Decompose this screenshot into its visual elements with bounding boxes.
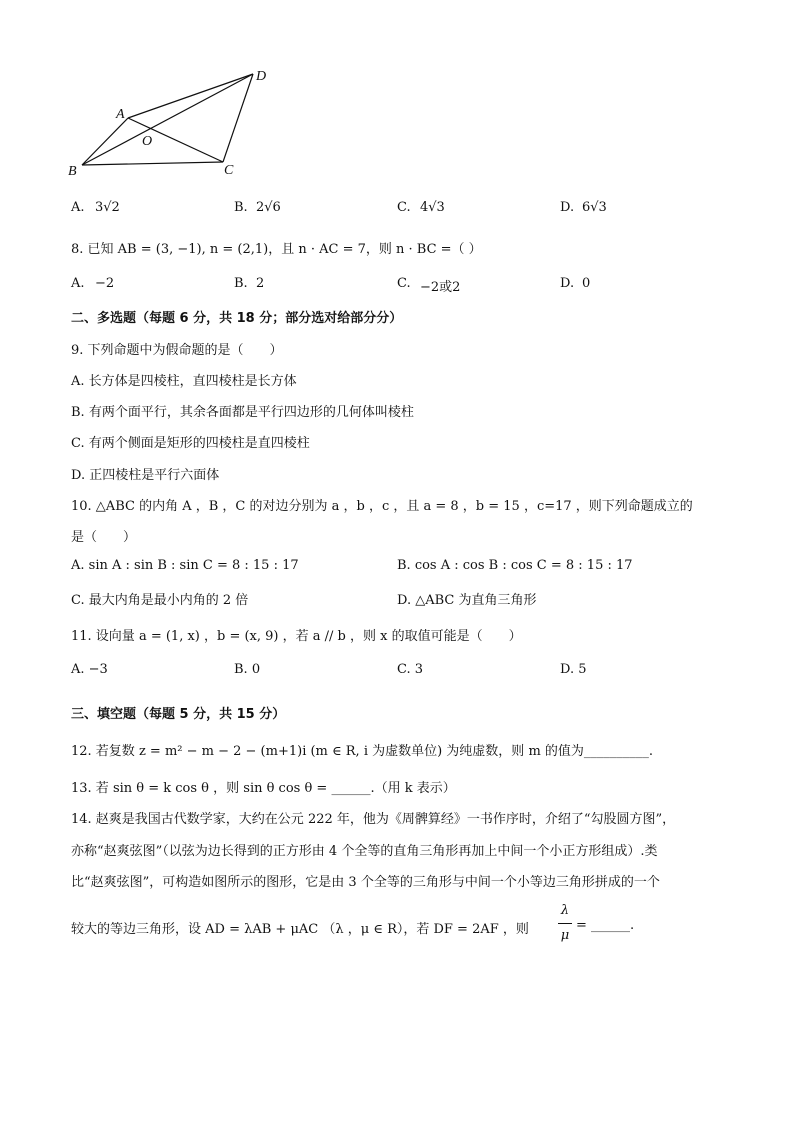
label-C: C	[224, 163, 234, 178]
q14-line2: 亦称“赵爽弦图”（以弦为边长得到的正方形由 4 个全等的直角三角形再加上中间一个小正方形组成）.类	[71, 844, 658, 859]
q11-stem: 11. 设向量 a = (1, x) ，b = (x, 9) ，若 a // b ，则 x 的取值可能是（ ）	[71, 629, 522, 644]
option-C-text: −2或2	[420, 280, 461, 295]
edge-BA	[82, 118, 128, 165]
label-A: A	[116, 107, 125, 122]
option-A-key: A.	[71, 200, 85, 215]
geometry-figure	[60, 62, 290, 182]
q13-stem: 13. 若 sin θ = k cos θ ，则 sin θ cos θ = ______.（用 k 表示）	[71, 781, 456, 796]
q14-line4-pre: 较大的等边三角形，设 AD = λAB + μAC （λ ，μ ∈ R），若 DF = 2AF ，则	[71, 922, 529, 937]
option-D-key: D.	[560, 276, 575, 291]
option-C-key: C.	[397, 200, 411, 215]
option-B-key: B.	[234, 200, 248, 215]
section-title-fill-in: 三、填空题（每题 5 分，共 15 分）	[71, 707, 286, 722]
q9-option-D: D. 正四棱柱是平行六面体	[71, 468, 220, 483]
q14-fraction-numerator: λ	[560, 903, 570, 918]
option-A-key: A.	[71, 276, 85, 291]
q11-option-D: D. 5	[560, 662, 587, 677]
q9-option-A: A. 长方体是四棱柱，直四棱柱是长方体	[71, 374, 297, 389]
q10-stem-line2: 是（ ）	[71, 530, 137, 545]
label-B: B	[68, 164, 77, 179]
q10-option-A: A. sin A : sin B : sin C = 8 : 15 : 17	[71, 558, 299, 573]
option-D-text: 0	[582, 276, 591, 291]
label-D: D	[256, 69, 267, 84]
q10-option-C: C. 最大内角是最小内角的 2 倍	[71, 593, 249, 608]
q10-option-D: D. △ABC 为直角三角形	[397, 593, 537, 608]
diagonal-BD	[82, 74, 253, 165]
q11-option-C: C. 3	[397, 662, 424, 677]
option-D-text: 6√3	[582, 200, 607, 215]
quadrilateral-diagram	[60, 62, 290, 182]
q9-option-B: B. 有两个面平行，其余各面都是平行四边形的几何体叫棱柱	[71, 405, 414, 420]
q9-option-C: C. 有两个侧面是矩形的四棱柱是直四棱柱	[71, 436, 310, 451]
q9-stem: 9. 下列命题中为假命题的是（ ）	[71, 343, 283, 358]
option-D-key: D.	[560, 200, 575, 215]
q14-line3: 比“赵爽弦图”，可构造如图所示的图形，它是由 3 个全等的三角形与中间一个小等边三角形拼成的一个	[71, 875, 660, 890]
label-O: O	[142, 134, 153, 149]
option-B-text: 2	[256, 276, 265, 291]
q14-line1: 14. 赵爽是我国古代数学家，大约在公元 222 年，他为《周髀算经》一书作序时，介绍了“勾股圆方图”，	[71, 812, 676, 827]
q11-option-B: B. 0	[234, 662, 261, 677]
q14-line4-post: = ______.	[576, 918, 635, 933]
option-C-text: 4√3	[420, 200, 445, 215]
q11-option-A: A. −3	[71, 662, 108, 677]
q8-stem: 8. 已知 AB = (3, −1), n = (2,1)，且 n · AC = 7，则 n · BC =（ ）	[71, 242, 482, 257]
section-title-multiple-choice: 二、多选题（每题 6 分，共 18 分；部分选对给部分分）	[71, 311, 403, 326]
option-C-key: C.	[397, 276, 411, 291]
option-B-text: 2√6	[256, 200, 281, 215]
q12-stem: 12. 若复数 z = m² − m − 2 − (m+1)i (m ∈ R, i 为虚数单位) 为纯虚数，则 m 的值为__________.	[71, 744, 654, 759]
option-A-text: −2	[95, 276, 115, 291]
option-B-key: B.	[234, 276, 248, 291]
edge-BC	[82, 162, 223, 165]
q10-stem-line1: 10. △ABC 的内角 A ，B ，C 的对边分别为 a ，b ，c ，且 a = 8 ，b = 15 ，c=17 ，则下列命题成立的	[71, 499, 693, 514]
edge-AD	[128, 74, 253, 118]
q14-fraction-bar	[558, 923, 572, 924]
q14-fraction-denominator: μ	[560, 928, 570, 943]
q10-option-B: B. cos A : cos B : cos C = 8 : 15 : 17	[397, 558, 633, 573]
option-A-text: 3√2	[95, 200, 120, 215]
